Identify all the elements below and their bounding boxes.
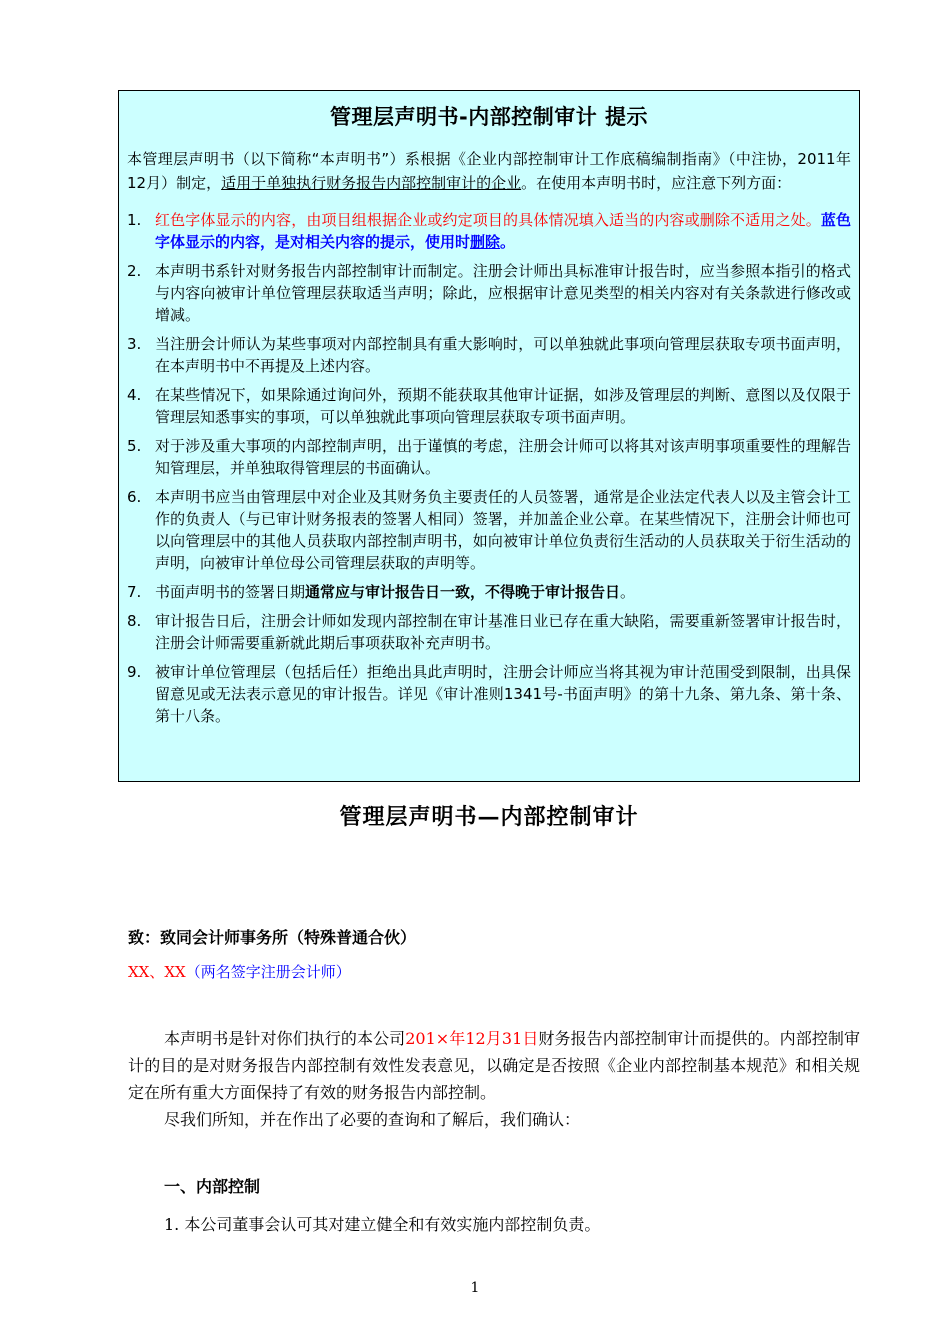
red-text: 红色字体显示的内容，由项目组根据企业或约定项目的具体情况填入适当的内容或删除不适用之处。 — [155, 211, 821, 229]
item-number: 3. — [127, 335, 142, 353]
item-number: 1. — [127, 211, 142, 229]
item-text: 审计报告日后，注册会计师如发现内部控制在审计基准日业已存在重大缺陷，需要重新签署审计报告时，注册会计师需要重新就此期后事项获取补充声明书。 — [155, 612, 851, 652]
cpa-line — [128, 960, 351, 984]
tip-item-9 — [127, 661, 851, 727]
paragraph-text-end: 财务报告内部控制审计而提供的。内部控制审计的目的是对财务报告内部控制有效性发表意见，以确定是否按照《企业内部控制基本规范》和相关规定在所有重大方面保持了有效的财务报告内部控制。 — [128, 1029, 860, 1102]
cpa-note: （两名签字注册会计师） — [185, 963, 351, 981]
tip-item-1 — [127, 209, 851, 253]
bold-text: 通常应与审计报告日一致，不得晚于审计报告日 — [305, 583, 621, 601]
item-number: 4. — [127, 386, 142, 404]
tip-box — [118, 90, 860, 782]
tip-item-7 — [127, 581, 851, 603]
tip-intro-text: 本管理层声明书（以下简称“本声明书”）系根据《企业内部控制审计工作底稿编制指南》（中注协，2011年12月）制定， — [127, 150, 851, 192]
tip-intro-underlined: 适用于单独执行财务报告内部控制审计的企业 — [221, 174, 522, 192]
tip-list — [127, 209, 851, 727]
item-number: 2. — [127, 262, 142, 280]
tip-item-5 — [127, 435, 851, 479]
tip-item-2 — [127, 260, 851, 326]
item-text: 对于涉及重大事项的内部控制声明，出于谨慎的考虑，注册会计师可以将其对该声明事项重要性的理解告知管理层，并单独取得管理层的书面确认。 — [155, 437, 851, 477]
tip-item-4 — [127, 384, 851, 428]
item-text — [155, 581, 851, 603]
blue-text-end: 。 — [500, 233, 516, 251]
item-text: 本声明书应当由管理层中对企业及其财务负主要责任的人员签署，通常是企业法定代表人以及主管会计工作的负责人（与已审计财务报表的签署人相同）签署，并加盖企业公章。在某些情况下，注册会计师也可以向管理层中的其他人员获取内部控制声明书，如向被审计单位负责衍生活动的人员获取关于衍生活动的声明，向被审计单位母公司管理层获取的声明等。 — [155, 488, 851, 572]
item-text: 当注册会计师认为某些事项对内部控制具有重大影响时，可以单独就此事项向管理层获取专项书面声明，在本声明书中不再提及上述内容。 — [155, 335, 851, 375]
item-text-end: 。 — [620, 583, 636, 601]
item-number: 6. — [127, 488, 142, 506]
page-number: 1 — [470, 1280, 480, 1296]
blue-text: 蓝色字体显示的内容，是对相关内容的提示，使用时 — [155, 211, 851, 251]
item-text: 本声明书系针对财务报告内部控制审计而制定。注册会计师出具标准审计报告时，应当参照本指引的格式与内容向被审计单位管理层获取适当声明；除此，应根据审计意见类型的相关内容对有关条款进行修改或增减。 — [155, 262, 851, 324]
item-text-start: 书面声明书的签署日期 — [155, 583, 306, 601]
date-placeholder: 201×年12月31日 — [405, 1029, 539, 1048]
item-number: 8. — [127, 612, 142, 630]
paragraph-purpose — [128, 1025, 860, 1106]
item-number: 7. — [127, 583, 142, 601]
item-text: 在某些情况下，如果除通过询问外，预期不能获取其他审计证据，如涉及管理层的判断、意图以及仅限于管理层知悉事实的事项，可以单独就此事项向管理层获取专项书面声明。 — [155, 386, 851, 426]
tip-item-6 — [127, 486, 851, 574]
addressee: 致：致同会计师事务所（特殊普通合伙） — [128, 928, 417, 947]
letter-title: 管理层声明书—内部控制审计 — [339, 804, 639, 830]
tip-item-3 — [127, 333, 851, 377]
tip-intro-text-end: 。在使用本声明书时，应注意下列方面： — [521, 174, 792, 192]
item-number: 9. — [127, 663, 142, 681]
tip-intro — [127, 147, 851, 195]
blue-underlined: 删除 — [470, 233, 501, 251]
cpa-names: XX、XX — [128, 963, 186, 981]
item-number: 5. — [127, 437, 142, 455]
section-heading: 一、内部控制 — [164, 1177, 261, 1196]
section-item-1: 1. 本公司董事会认可其对建立健全和有效实施内部控制负责。 — [164, 1215, 601, 1234]
paragraph-text: 本声明书是针对你们执行的本公司 — [164, 1029, 406, 1048]
tip-title: 管理层声明书-内部控制审计 提示 — [329, 105, 649, 129]
paragraph-confirm: 尽我们所知，并在作出了必要的查询和了解后，我们确认： — [164, 1110, 581, 1129]
item-text — [155, 209, 851, 253]
tip-item-8 — [127, 610, 851, 654]
item-text: 被审计单位管理层（包括后任）拒绝出具此声明时，注册会计师应当将其视为审计范围受到限制，出具保留意见或无法表示意见的审计报告。详见《审计准则1341号-书面声明》的第十九条、第九条、第十条、第十八条。 — [155, 663, 851, 725]
